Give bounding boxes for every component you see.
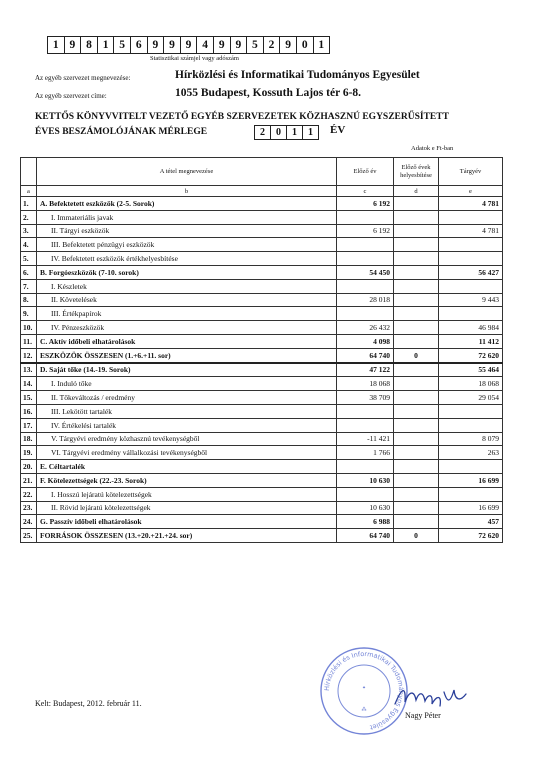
- row-number: 4.: [21, 238, 37, 252]
- row-adjustment: [394, 473, 439, 487]
- row-number: 9.: [21, 307, 37, 321]
- row-current-year: 29 054: [439, 391, 503, 405]
- row-number: 1.: [21, 197, 37, 211]
- row-item-name: VI. Tárgyévi eredmény vállalkozási tevékenységből: [37, 446, 337, 460]
- table-row: [21, 473, 503, 487]
- stat-digit: 9: [148, 37, 165, 53]
- org-address: 1055 Budapest, Kossuth Lajos tér 6-8.: [175, 87, 362, 99]
- stat-digit: 5: [247, 37, 264, 53]
- table-row: [21, 197, 503, 211]
- row-number: 13.: [21, 363, 37, 377]
- row-item-name: ESZKÖZÖK ÖSSZESEN (1.+6.+11. sor): [37, 348, 337, 362]
- report-title-line1: KETTŐS KÖNYVVITELT VEZETŐ EGYÉB SZERVEZETEK KÖZHASZNÚ EGYSZERŰSÍTETT: [35, 112, 449, 122]
- row-current-year: 457: [439, 515, 503, 529]
- year-suffix: ÉV: [330, 124, 346, 136]
- year-digit: 0: [271, 126, 287, 139]
- row-number: 17.: [21, 418, 37, 432]
- stat-digit: 1: [318, 39, 325, 51]
- row-current-year: 72 620: [439, 529, 503, 543]
- table-row: [21, 377, 503, 391]
- row-number: 11.: [21, 334, 37, 348]
- table-row: [21, 501, 503, 515]
- header-adjustment: Előző évek helyesbítése: [394, 158, 439, 186]
- table-row: [21, 515, 503, 529]
- row-number: 20.: [21, 460, 37, 474]
- row-adjustment: [394, 197, 439, 211]
- row-number: 7.: [21, 279, 37, 293]
- row-current-year: 9 443: [439, 293, 503, 307]
- stat-digit: 1: [98, 37, 115, 53]
- table-row: [21, 432, 503, 446]
- table-row: [21, 487, 503, 501]
- stat-digit: 9: [280, 37, 297, 53]
- row-number: 23.: [21, 501, 37, 515]
- header-no: [21, 158, 37, 186]
- row-item-name: I. Immateriális javak: [37, 210, 337, 224]
- stat-digit: 5: [114, 37, 131, 53]
- table-row: [21, 238, 503, 252]
- header-item: A tétel megnevezése: [37, 158, 337, 186]
- stat-digit: 9: [164, 37, 181, 53]
- row-item-name: FORRÁSOK ÖSSZESEN (13.+20.+21.+24. sor): [37, 529, 337, 543]
- row-item-name: E. Céltartalék: [37, 460, 337, 474]
- handwritten-signature: [392, 682, 472, 712]
- row-number: 2.: [21, 210, 37, 224]
- row-prev-year: 38 709: [337, 391, 394, 405]
- row-adjustment: [394, 238, 439, 252]
- row-prev-year: [337, 460, 394, 474]
- row-prev-year: -11 421: [337, 432, 394, 446]
- row-current-year: 11 412: [439, 334, 503, 348]
- row-current-year: 46 984: [439, 321, 503, 335]
- row-number: 10.: [21, 321, 37, 335]
- row-number: 15.: [21, 391, 37, 405]
- row-prev-year: 18 068: [337, 377, 394, 391]
- row-item-name: IV. Befektetett eszközök értékhelyesbítése: [37, 252, 337, 266]
- row-item-name: V. Tárgyévi eredmény közhasznú tevékenységből: [37, 432, 337, 446]
- table-row: [21, 404, 503, 418]
- svg-text:⁂: ⁂: [361, 707, 367, 713]
- row-item-name: III. Értékpapírok: [37, 307, 337, 321]
- stat-digit: 9: [214, 37, 231, 53]
- row-prev-year: 26 432: [337, 321, 394, 335]
- row-prev-year: 1 766: [337, 446, 394, 460]
- row-number: 16.: [21, 404, 37, 418]
- row-adjustment: [394, 515, 439, 529]
- signer-name: Nagy Péter: [405, 711, 441, 720]
- stat-digit: 1: [48, 37, 65, 53]
- row-adjustment: [394, 404, 439, 418]
- stat-digit: 2: [264, 37, 281, 53]
- row-current-year: [439, 252, 503, 266]
- row-number: 25.: [21, 529, 37, 543]
- row-adjustment: [394, 210, 439, 224]
- row-adjustment: 0: [394, 529, 439, 543]
- row-adjustment: [394, 279, 439, 293]
- year-box: [254, 125, 319, 140]
- row-adjustment: [394, 321, 439, 335]
- row-prev-year: [337, 252, 394, 266]
- year-digit: 1: [287, 126, 303, 139]
- row-number: 18.: [21, 432, 37, 446]
- stamp-text: Hírközlési és Informatikai Tudományos Egyesület: [322, 649, 406, 732]
- row-current-year: [439, 279, 503, 293]
- table-row: [21, 348, 503, 362]
- row-number: 5.: [21, 252, 37, 266]
- org-name: Hírközlési és Informatikai Tudományos Egyesület: [175, 69, 420, 81]
- stat-digit: 9: [65, 37, 82, 53]
- row-prev-year: 6 192: [337, 224, 394, 238]
- table-row: [21, 334, 503, 348]
- row-current-year: 4 781: [439, 224, 503, 238]
- row-item-name: F. Kötelezettségek (22.-23. Sorok): [37, 473, 337, 487]
- table-row: [21, 279, 503, 293]
- row-item-name: I. Induló tőke: [37, 377, 337, 391]
- stat-digit: 4: [197, 37, 214, 53]
- row-item-name: III. Lekötött tartalék: [37, 404, 337, 418]
- stat-digit: 0: [297, 37, 314, 53]
- row-adjustment: [394, 446, 439, 460]
- letter-d: d: [394, 186, 439, 197]
- letter-a: a: [21, 186, 37, 197]
- stat-number-box: [47, 36, 330, 54]
- table-header-row: [21, 158, 503, 186]
- row-current-year: [439, 418, 503, 432]
- row-number: 22.: [21, 487, 37, 501]
- stat-digit: 8: [81, 37, 98, 53]
- row-prev-year: 4 098: [337, 334, 394, 348]
- unit-note: Adatok e Ft-ban: [411, 145, 454, 152]
- row-item-name: III. Befektetett pénzügyi eszközök: [37, 238, 337, 252]
- row-adjustment: [394, 293, 439, 307]
- row-current-year: [439, 487, 503, 501]
- row-prev-year: [337, 307, 394, 321]
- row-current-year: [439, 404, 503, 418]
- table-row: [21, 391, 503, 405]
- table-row: [21, 363, 503, 377]
- table-row: [21, 210, 503, 224]
- row-current-year: 16 699: [439, 501, 503, 515]
- letter-b: b: [37, 186, 337, 197]
- table-letter-row: [21, 186, 503, 197]
- table-row: [21, 265, 503, 279]
- row-prev-year: [337, 210, 394, 224]
- row-prev-year: [337, 487, 394, 501]
- row-item-name: I. Hosszú lejáratú kötelezettségek: [37, 487, 337, 501]
- row-adjustment: [394, 391, 439, 405]
- row-prev-year: 6 192: [337, 197, 394, 211]
- row-number: 24.: [21, 515, 37, 529]
- stat-number-caption: Statisztikai számjel vagy adószám: [150, 55, 239, 62]
- row-prev-year: 47 122: [337, 363, 394, 377]
- row-item-name: A. Befektetett eszközök (2-5. Sorok): [37, 197, 337, 211]
- row-prev-year: [337, 279, 394, 293]
- row-adjustment: [394, 224, 439, 238]
- row-current-year: 18 068: [439, 377, 503, 391]
- row-number: 21.: [21, 473, 37, 487]
- row-item-name: B. Forgóeszközök (7-10. sorok): [37, 265, 337, 279]
- row-adjustment: [394, 377, 439, 391]
- row-number: 8.: [21, 293, 37, 307]
- row-item-name: C. Aktív időbeli elhatárolások: [37, 334, 337, 348]
- letter-c: c: [337, 186, 394, 197]
- row-current-year: 72 620: [439, 348, 503, 362]
- table-row: [21, 446, 503, 460]
- table-row: [21, 293, 503, 307]
- org-address-label: Az egyéb szervezet címe:: [35, 92, 107, 100]
- table-row: [21, 307, 503, 321]
- row-prev-year: 54 450: [337, 265, 394, 279]
- row-item-name: II. Tárgyi eszközök: [37, 224, 337, 238]
- row-current-year: [439, 307, 503, 321]
- row-adjustment: [394, 418, 439, 432]
- row-current-year: 56 427: [439, 265, 503, 279]
- row-current-year: 55 464: [439, 363, 503, 377]
- row-adjustment: [394, 265, 439, 279]
- row-number: 12.: [21, 348, 37, 362]
- row-adjustment: [394, 432, 439, 446]
- table-row: [21, 224, 503, 238]
- row-prev-year: 10 630: [337, 473, 394, 487]
- row-adjustment: [394, 307, 439, 321]
- row-current-year: 263: [439, 446, 503, 460]
- row-current-year: [439, 460, 503, 474]
- year-digit: 1: [308, 127, 313, 138]
- header-current-year: Tárgyév: [439, 158, 503, 186]
- row-current-year: [439, 210, 503, 224]
- row-prev-year: 64 740: [337, 529, 394, 543]
- row-adjustment: [394, 501, 439, 515]
- row-item-name: IV. Értékelési tartalék: [37, 418, 337, 432]
- row-adjustment: [394, 363, 439, 377]
- report-title-line2: ÉVES BESZÁMOLÓJÁNAK MÉRLEGE: [35, 127, 208, 137]
- org-name-label: Az egyéb szervezet megnevezése:: [35, 74, 131, 82]
- row-adjustment: [394, 334, 439, 348]
- row-number: 6.: [21, 265, 37, 279]
- row-item-name: G. Passzív időbeli elhatárolások: [37, 515, 337, 529]
- row-adjustment: [394, 252, 439, 266]
- balance-sheet-table: [20, 157, 503, 543]
- row-prev-year: 10 630: [337, 501, 394, 515]
- row-item-name: II. Rövid lejáratú kötelezettségek: [37, 501, 337, 515]
- row-item-name: I. Készletek: [37, 279, 337, 293]
- row-number: 3.: [21, 224, 37, 238]
- stat-digit: 6: [131, 37, 148, 53]
- table-row: [21, 460, 503, 474]
- row-prev-year: 64 740: [337, 348, 394, 362]
- row-current-year: 4 781: [439, 197, 503, 211]
- row-prev-year: 6 988: [337, 515, 394, 529]
- row-item-name: IV. Pénzeszközök: [37, 321, 337, 335]
- row-prev-year: 28 018: [337, 293, 394, 307]
- row-item-name: D. Saját tőke (14.-19. Sorok): [37, 363, 337, 377]
- table-row: [21, 418, 503, 432]
- stat-digit: 9: [231, 37, 248, 53]
- row-adjustment: 0: [394, 348, 439, 362]
- table-row: [21, 529, 503, 543]
- row-number: 19.: [21, 446, 37, 460]
- header-prev-year: Előző év: [337, 158, 394, 186]
- row-prev-year: [337, 238, 394, 252]
- row-prev-year: [337, 404, 394, 418]
- stat-digit: 9: [181, 37, 198, 53]
- row-adjustment: [394, 460, 439, 474]
- year-digit: 2: [255, 126, 271, 139]
- table-body: [21, 197, 503, 543]
- row-item-name: II. Követelések: [37, 293, 337, 307]
- letter-e: e: [439, 186, 503, 197]
- row-current-year: 16 699: [439, 473, 503, 487]
- svg-text:✦: ✦: [362, 686, 366, 691]
- table-row: [21, 252, 503, 266]
- row-prev-year: [337, 418, 394, 432]
- row-current-year: [439, 238, 503, 252]
- row-item-name: II. Tőkeváltozás / eredmény: [37, 391, 337, 405]
- date-place: Kelt: Budapest, 2012. február 11.: [35, 699, 142, 708]
- row-adjustment: [394, 487, 439, 501]
- table-row: [21, 321, 503, 335]
- row-number: 14.: [21, 377, 37, 391]
- row-current-year: 8 079: [439, 432, 503, 446]
